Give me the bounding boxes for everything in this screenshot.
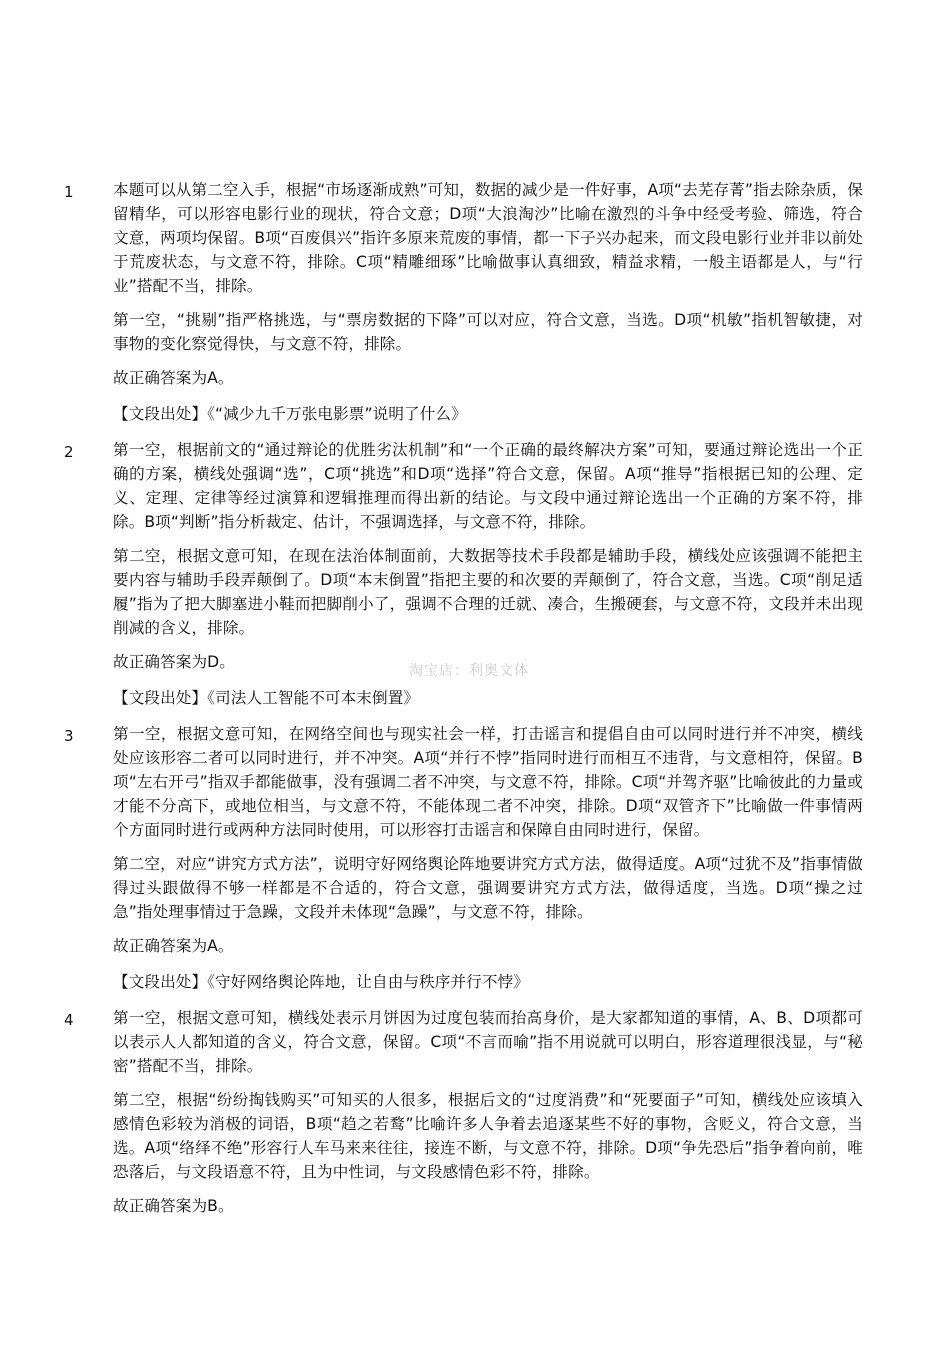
question-number: 3 bbox=[64, 727, 74, 745]
passage-source: 【文段出处】《司法人工智能不可本末倒置》 bbox=[113, 689, 420, 707]
question-1 bbox=[0, 178, 863, 426]
passage-source: 【文段出处】《“减少九千万张电影票”说明了什么》 bbox=[113, 405, 467, 423]
explanation-paragraph: 第二空，根据文意可知，在现在法治体制面前，大数据等技术手段都是辅助手段，横线处应该强调不能把主要内容与辅助手段弄颠倒了。D项“本末倒置”指把主要的和次要的弄颠倒了，符合文意，当选。C项“削足适履”指为了把大脚塞进小鞋而把脚削小了，强调不合理的迁就、凑合，生搬硬套，与文意不符，文段并未出现削减的含义，排除。 bbox=[113, 547, 863, 637]
explanation-paragraph: 第一空，根据文意可知，在网络空间也与现实社会一样，打击谣言和提倡自由可以同时进行并不冲突，横线处应该形容二者可以同时进行，并不冲突。A项“并行不悖”指同时进行而相互不违背，与文意相符，保留。B项“左右开弓”指双手都能做事，没有强调二者不冲突，与文意不符，排除。C项“并驾齐驱”比喻彼此的力量或才能不分高下，或地位相当，与文意不符，不能体现二者不冲突，排除。D项“双管齐下”比喻做一件事情两个方面同时进行或两种方法同时使用，可以形容打击谣言和保障自由同时进行，保留。 bbox=[113, 725, 863, 839]
correct-answer: 故正确答案为A。 bbox=[113, 369, 234, 387]
explanation-paragraph: 第二空，根据“纷纷掏钱购买”可知买的人很多，根据后文的“过度消费”和“死要面子”可知，横线处应该填入感情色彩较为消极的词语，B项“趋之若鹜”比喻许多人争着去追逐某些不好的事物，含贬义，符合文意，当选。A项“络绎不绝”形容行人车马来来往往，接连不断，与文意不符，排除。D项“争先恐后”指争着向前，唯恐落后，与文段语意不符，且为中性词，与文段感情色彩不符，排除。 bbox=[113, 1091, 863, 1181]
correct-answer: 故正确答案为B。 bbox=[113, 1197, 234, 1215]
question-number: 2 bbox=[64, 443, 74, 461]
question-number: 4 bbox=[64, 1011, 74, 1029]
explanation-paragraph: 第二空，对应“讲究方式方法”，说明守好网络舆论阵地要讲究方式方法，做得适度。A项“过犹不及”指事情做得过头跟做得不够一样都是不合适的，符合文意，强调要讲究方式方法，做得适度，当选。D项“操之过急”指处理事情过于急躁，文段并未体现“急躁”，与文意不符，排除。 bbox=[113, 855, 863, 921]
question-4 bbox=[0, 1006, 863, 1218]
passage-source: 【文段出处】《守好网络舆论阵地，让自由与秩序并行不悖》 bbox=[113, 973, 529, 991]
explanation-paragraph: 第一空，根据前文的“通过辩论的优胜劣汰机制”和“一个正确的最终解决方案”可知，要通过辩论选出一个正确的方案，横线处强调“选”，C项“挑选”和D项“选择”符合文意，保留。A项“推导”指根据已知的公理、定义、定理、定律等经过演算和逻辑推理而得出新的结论。与文段中通过辩论选出一个正确的方案不符，排除。B项“判断”指分析裁定、估计，不强调选择，与文意不符，排除。 bbox=[113, 441, 863, 531]
answer-explanations bbox=[0, 178, 950, 1230]
explanation-paragraph: 第一空，“挑剔”指严格挑选，与“票房数据的下降”可以对应，符合文意，当选。D项“机敏”指机智敏捷，对事物的变化察觉得快，与文意不符，排除。 bbox=[113, 311, 863, 353]
question-number: 1 bbox=[64, 183, 74, 201]
correct-answer: 故正确答案为D。 bbox=[113, 653, 235, 671]
correct-answer: 故正确答案为A。 bbox=[113, 937, 234, 955]
explanation-paragraph: 第一空，根据文意可知，横线处表示月饼因为过度包装而抬高身价，是大家都知道的事情，A、B、D项都可以表示人人都知道的含义，符合文意，保留。C项“不言而喻”指不用说就可以明白，形容道理很浅显，与“秘密”搭配不当，排除。 bbox=[113, 1009, 863, 1075]
explanation-paragraph: 本题可以从第二空入手，根据“市场逐渐成熟”可知，数据的减少是一件好事，A项“去芜存菁”指去除杂质，保留精华，可以形容电影行业的现状，符合文意；D项“大浪淘沙”比喻在激烈的斗争中经受考验、筛选，符合文意，两项均保留。B项“百废俱兴”指许多原来荒废的事情，都一下子兴办起来，而文段电影行业并非以前处于荒废状态，与文意不符，排除。C项“精雕细琢”比喻做事认真细致，精益求精，一般主语都是人，与“行业”搭配不当，排除。 bbox=[113, 181, 863, 295]
question-3 bbox=[0, 722, 863, 994]
watermark: 淘宝店：利奥文体 bbox=[409, 663, 529, 679]
